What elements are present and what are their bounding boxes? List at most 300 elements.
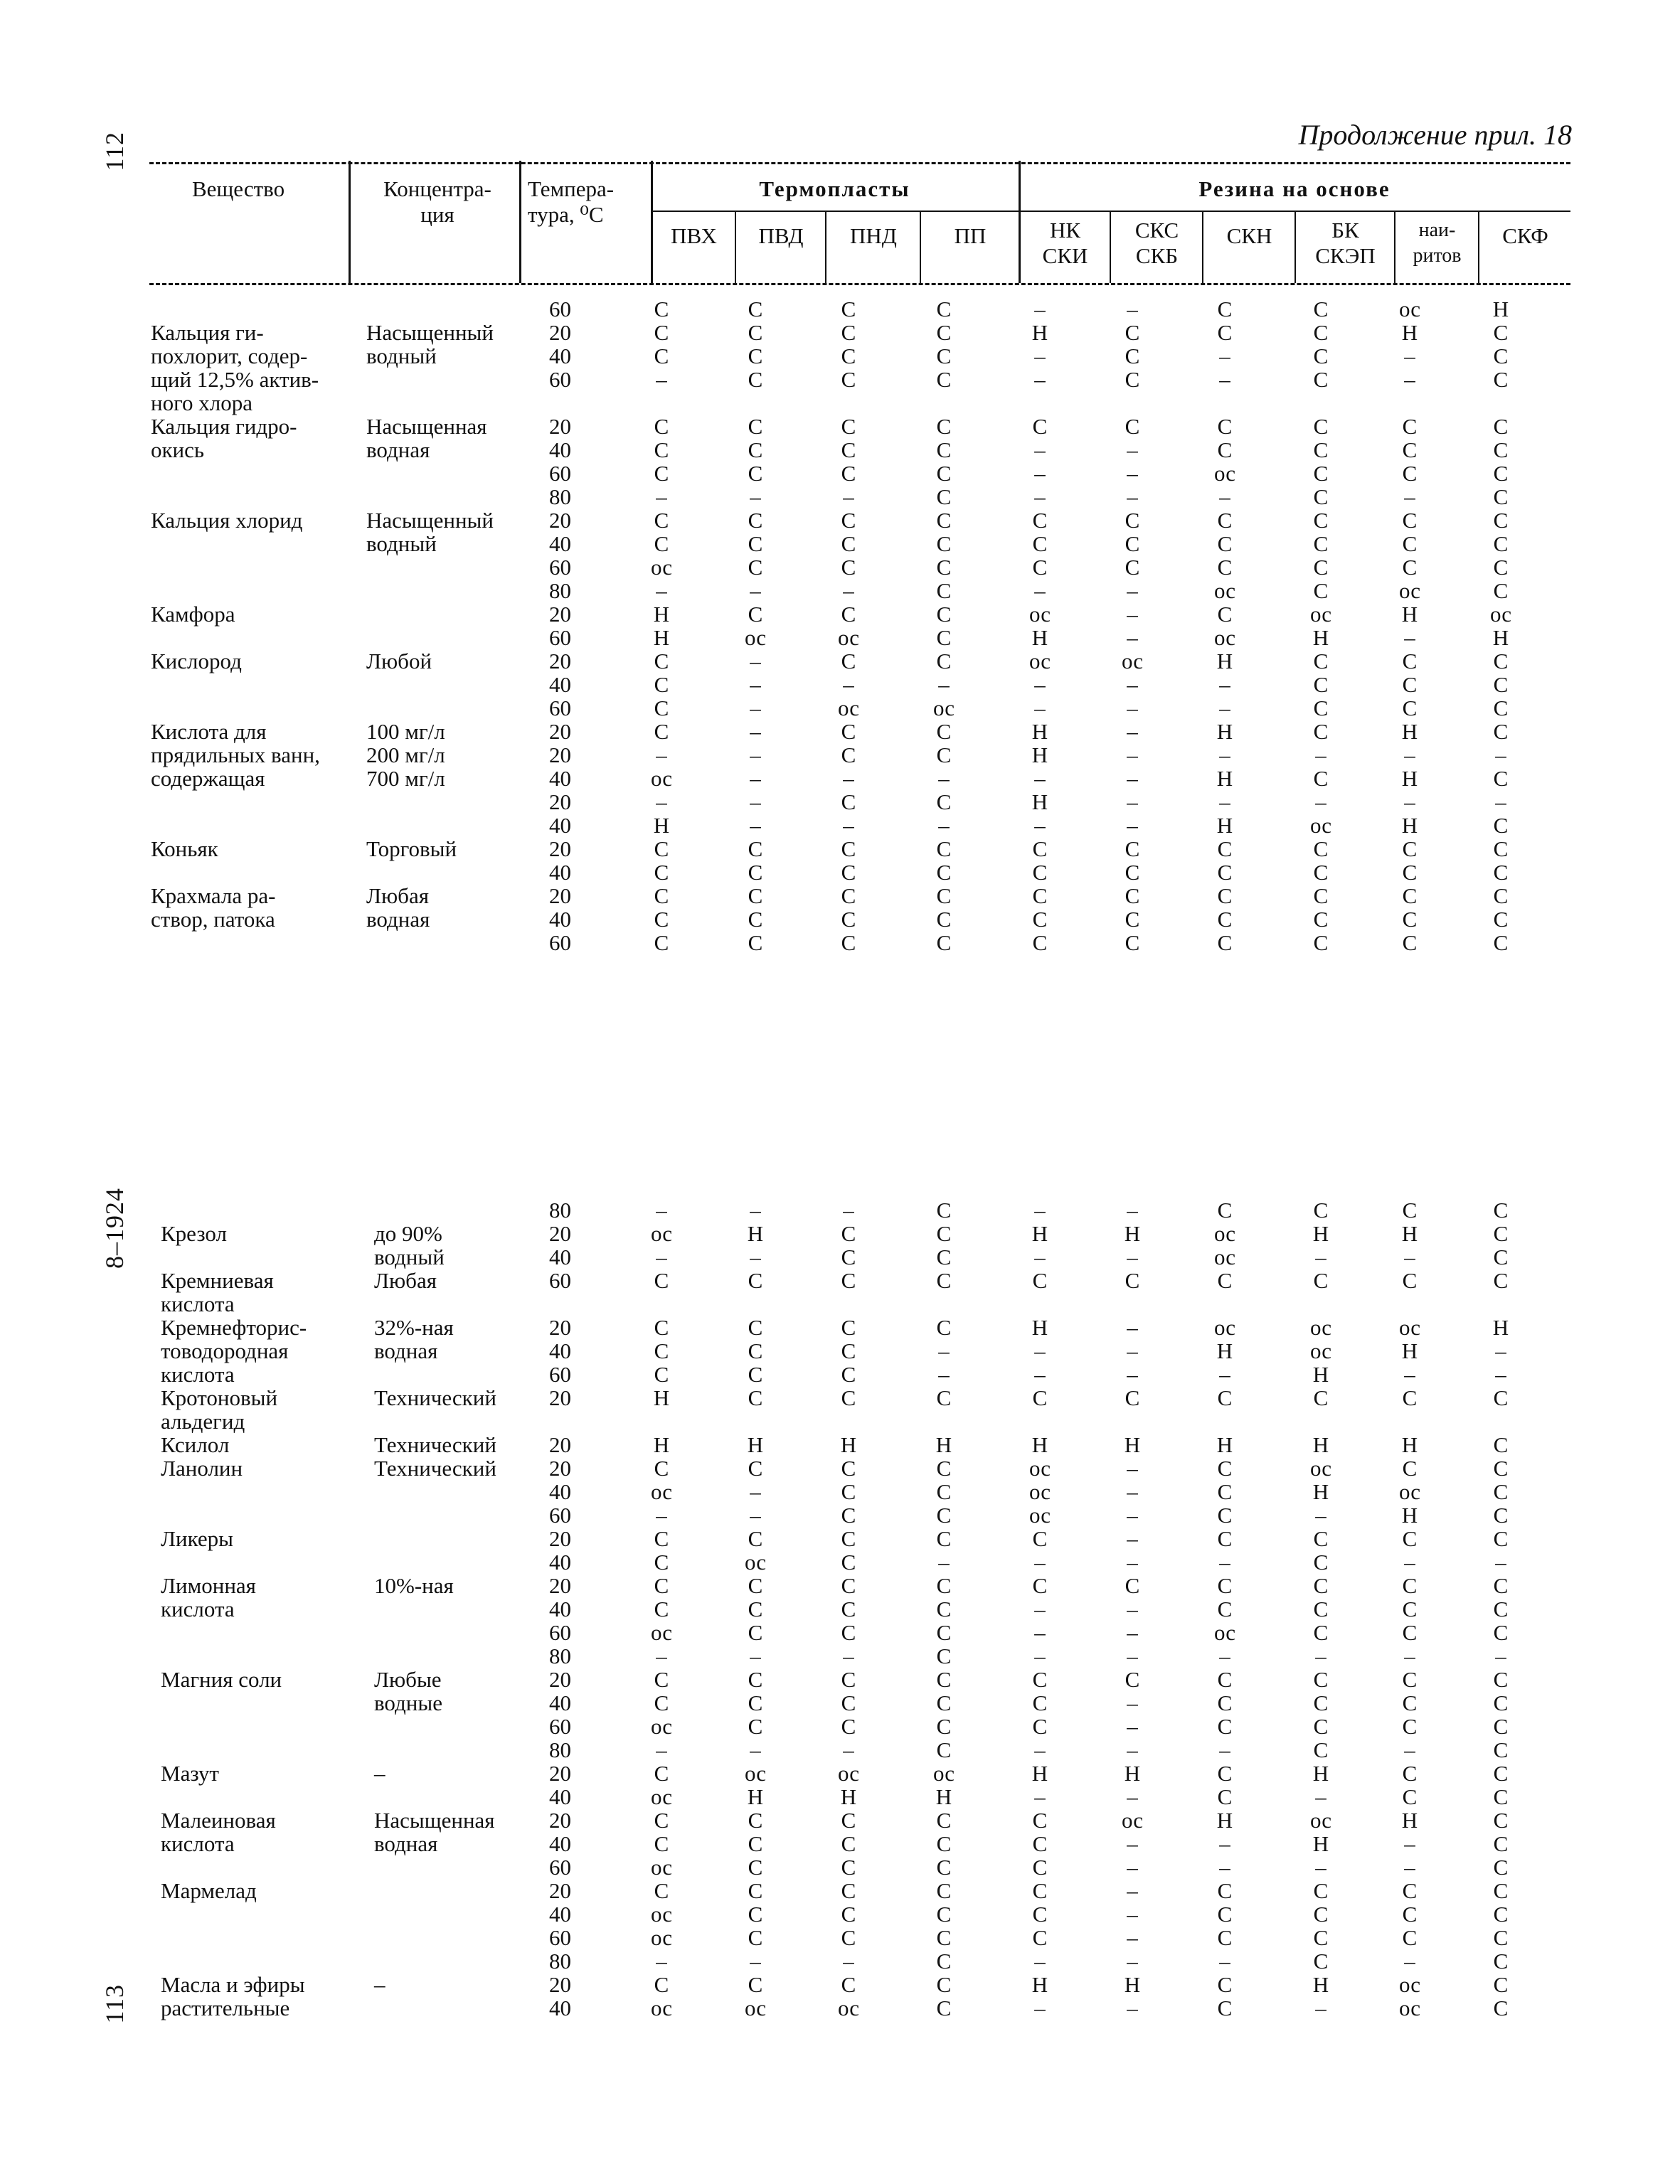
resistance-sks-skb: С [1125,1385,1140,1410]
resistance-pvh: – [656,1198,667,1222]
right-page-number: 113 [100,1984,129,2024]
resistance-skn: – [1219,789,1230,814]
resistance-skn: – [1219,672,1230,697]
resistance-bk-skep: С [1313,555,1329,580]
resistance-pvh: – [656,742,667,767]
resistance-skf: С [1493,1714,1509,1739]
table-row [0,696,1680,720]
resistance-sks-skb: С [1125,883,1140,908]
temperature-value: 60 [549,297,571,321]
resistance-skf: С [1493,437,1509,462]
temperature-value: 60 [549,461,571,486]
resistance-pp: С [936,1855,952,1880]
resistance-skn: – [1219,1855,1230,1880]
resistance-skf: С [1493,1221,1509,1246]
table-row [0,602,1680,626]
resistance-nk-ski: С [1032,1902,1048,1927]
concentration: Насыщенная водная [366,414,487,462]
resistance-pnd: С [841,461,856,486]
resistance-bk-skep: – [1315,1644,1327,1668]
resistance-pvd: С [748,1362,763,1387]
temperature-value: 20 [549,602,571,627]
resistance-skf: С [1493,1503,1509,1528]
resistance-skn: Н [1216,649,1233,673]
resistance-bk-skep: С [1313,1385,1329,1410]
resistance-pvh: С [654,437,669,462]
table-row [0,1574,1680,1597]
resistance-nk-ski: С [1032,1268,1048,1293]
table-row [0,1550,1680,1574]
temperature-value: 40 [549,437,571,462]
table-row [0,1926,1680,1949]
resistance-nairit: С [1402,1714,1418,1739]
temperature-value: 40 [549,1831,571,1856]
resistance-pvd: ос [744,625,767,650]
left-page-number: 112 [100,132,129,171]
concentration: Торговый [366,836,457,861]
resistance-pnd: С [841,1268,856,1293]
resistance-pnd: С [841,1385,856,1410]
resistance-skn: С [1217,860,1233,885]
resistance-pnd: ос [837,1996,860,2020]
header-temperature: Темпера- тура, ⁰С [528,176,615,227]
resistance-sks-skb: – [1127,1690,1138,1715]
table-row [0,462,1680,485]
resistance-bk-skep: С [1313,883,1329,908]
resistance-nk-ski: С [1032,836,1048,861]
resistance-pnd: С [841,1245,856,1269]
resistance-nk-ski: – [1034,484,1046,509]
resistance-nk-ski: С [1032,508,1048,533]
resistance-nk-ski: – [1034,1245,1046,1269]
resistance-nairit: С [1402,437,1418,462]
resistance-nk-ski: – [1034,766,1046,791]
resistance-nk-ski: – [1034,1644,1046,1668]
substance-name: Кремнефторис- товодородная кислота [161,1315,307,1387]
resistance-pp: С [936,1503,952,1528]
resistance-pvh: С [654,930,669,955]
resistance-skn: С [1217,1925,1233,1950]
resistance-nairit: С [1402,672,1418,697]
resistance-skf: Н [1492,625,1509,650]
resistance-nk-ski: – [1034,1737,1046,1762]
resistance-skf: С [1493,1808,1509,1833]
resistance-pp: С [936,1385,952,1410]
resistance-nairit: – [1404,343,1415,368]
resistance-pvh: С [654,1597,669,1621]
resistance-bk-skep: ос [1309,1338,1332,1363]
resistance-pvh: С [654,836,669,861]
resistance-skn: ос [1213,1245,1236,1269]
resistance-pp: С [936,1644,952,1668]
resistance-skn: ос [1213,461,1236,486]
resistance-pp: С [936,1808,952,1833]
resistance-pvh: ос [650,1925,673,1950]
temperature-value: 20 [549,719,571,744]
resistance-bk-skep: С [1313,1526,1329,1551]
temperature-value: 40 [549,1597,571,1621]
header-concentration: Концентра- ция [383,176,491,227]
substance-name: Коньяк [151,836,218,861]
resistance-nk-ski: С [1032,1925,1048,1950]
resistance-bk-skep: – [1315,1784,1327,1809]
resistance-pnd: – [843,578,854,603]
resistance-bk-skep: – [1315,742,1327,767]
resistance-skf: С [1493,649,1509,673]
table-row [0,1339,1680,1363]
substance-name: Кротоновый альдегид [161,1385,278,1434]
resistance-bk-skep: Н [1312,1221,1329,1246]
resistance-pvd: – [750,1503,761,1528]
resistance-sks-skb: – [1127,1597,1138,1621]
substance-name: Мазут [161,1761,219,1786]
resistance-sks-skb: – [1127,1456,1138,1481]
temperature-value: 20 [549,1456,571,1481]
resistance-pnd: С [841,1479,856,1504]
table-row [0,1433,1680,1456]
resistance-pvd: С [748,367,763,392]
resistance-nairit: С [1402,1925,1418,1950]
resistance-skf: С [1493,508,1509,533]
resistance-skn: С [1217,836,1233,861]
resistance-nk-ski: Н [1031,719,1048,744]
concentration: Технический [374,1456,496,1481]
resistance-pp: С [936,789,952,814]
substance-name: Ксилол [161,1432,230,1457]
resistance-pvd: С [748,1831,763,1856]
table-row [0,1386,1680,1410]
resistance-bk-skep: С [1313,930,1329,955]
resistance-bk-skep: – [1315,789,1327,814]
resistance-nk-ski: С [1032,1714,1048,1739]
table-row [0,1809,1680,1832]
resistance-nairit: ос [1398,1479,1421,1504]
resistance-nairit: Н [1401,719,1418,744]
resistance-pp: С [936,1268,952,1293]
resistance-skn: С [1217,437,1233,462]
resistance-pnd: С [841,555,856,580]
resistance-sks-skb: – [1127,1479,1138,1504]
resistance-skf: С [1493,1878,1509,1903]
resistance-pvd: С [748,320,763,345]
resistance-skn: С [1217,907,1233,932]
substance-name: Ликеры [161,1526,233,1551]
resistance-pp: – [938,1338,950,1363]
resistance-sks-skb: ос [1121,1808,1144,1833]
table-row [0,1292,1680,1316]
resistance-pp: С [936,320,952,345]
temperature-value: 20 [549,508,571,533]
resistance-sks-skb: – [1127,696,1138,720]
resistance-nk-ski: Н [1031,1315,1048,1340]
resistance-nk-ski: ос [1028,649,1051,673]
resistance-nairit: ос [1398,1315,1421,1340]
resistance-pvd: С [748,1526,763,1551]
resistance-pvd: С [748,1690,763,1715]
resistance-sks-skb: – [1127,602,1138,627]
resistance-bk-skep: Н [1312,1479,1329,1504]
resistance-pvd: С [748,1667,763,1692]
resistance-sks-skb: С [1125,930,1140,955]
resistance-pvh: С [654,1456,669,1481]
table-row [0,1456,1680,1480]
resistance-pnd: ос [837,696,860,720]
temperature-value: 40 [549,1996,571,2020]
resistance-nairit: – [1404,1737,1415,1762]
resistance-skf: – [1495,1644,1506,1668]
resistance-skn: С [1217,1667,1233,1692]
resistance-sks-skb: – [1127,742,1138,767]
table-row [0,1316,1680,1339]
resistance-skn: С [1217,1526,1233,1551]
resistance-pnd: С [841,343,856,368]
resistance-nk-ski: ос [1028,602,1051,627]
resistance-pp: Н [935,1432,952,1457]
resistance-bk-skep: ос [1309,602,1332,627]
resistance-skf: С [1493,1573,1509,1598]
resistance-nk-ski: Н [1031,1761,1048,1786]
resistance-pp: С [936,367,952,392]
resistance-sks-skb: – [1127,297,1138,321]
resistance-skn: С [1217,555,1233,580]
table-row [0,579,1680,602]
resistance-pnd: С [841,1338,856,1363]
table-row [0,626,1680,649]
resistance-pp: – [938,1362,950,1387]
temperature-value: 40 [549,1550,571,1575]
resistance-bk-skep: С [1313,1620,1329,1645]
resistance-pvd: С [748,1808,763,1833]
resistance-skf: С [1493,1737,1509,1762]
table-row [0,790,1680,814]
resistance-bk-skep: С [1313,719,1329,744]
temperature-value: 40 [549,907,571,932]
resistance-pvd: С [748,1385,763,1410]
resistance-skf: С [1493,1385,1509,1410]
resistance-skn: Н [1216,1432,1233,1457]
resistance-skn: ос [1213,1221,1236,1246]
resistance-skf: С [1493,1831,1509,1856]
resistance-sks-skb: – [1127,578,1138,603]
substance-name: Кальция ги- похлорит, содер- щий 12,5% актив- ного хлора [151,320,319,415]
resistance-nairit: С [1402,1597,1418,1621]
resistance-skf: С [1493,1925,1509,1950]
resistance-pp: С [936,649,952,673]
resistance-nairit: С [1402,1690,1418,1715]
resistance-pvh: С [654,883,669,908]
resistance-pp: С [936,343,952,368]
temperature-value: 60 [549,1925,571,1950]
resistance-pvh: ос [650,555,673,580]
resistance-nairit: С [1402,930,1418,955]
resistance-pnd: – [843,484,854,509]
resistance-nk-ski: – [1034,696,1046,720]
temperature-value: 60 [549,625,571,650]
table-row [0,1363,1680,1386]
resistance-pp: С [936,1526,952,1551]
resistance-sks-skb: – [1127,1855,1138,1880]
resistance-pvh: С [654,1338,669,1363]
substance-name: Лимонная кислота [161,1573,256,1621]
resistance-sks-skb: – [1127,1949,1138,1973]
resistance-bk-skep: С [1313,1714,1329,1739]
resistance-pnd: ос [837,1761,860,1786]
resistance-pvh: С [654,320,669,345]
resistance-skf: С [1493,367,1509,392]
resistance-nk-ski: – [1034,437,1046,462]
resistance-skf: С [1493,696,1509,720]
resistance-pvd: – [750,1949,761,1973]
resistance-pnd: С [841,930,856,955]
table-row [0,1597,1680,1621]
resistance-nk-ski: – [1034,1597,1046,1621]
resistance-bk-skep: С [1313,1573,1329,1598]
substance-name: Крахмала ра- створ, патока [151,883,276,932]
resistance-pp: С [936,907,952,932]
resistance-nk-ski: – [1034,1198,1046,1222]
resistance-nairit: ос [1398,578,1421,603]
resistance-pvd: – [750,484,761,509]
resistance-pp: С [936,1620,952,1645]
table-row [0,1527,1680,1550]
table-row [0,814,1680,837]
table-row [0,673,1680,696]
resistance-pp: С [936,719,952,744]
resistance-nairit: С [1402,907,1418,932]
resistance-skn: С [1217,1878,1233,1903]
substance-name: Кальция хлорид [151,508,303,533]
resistance-pvh: С [654,1573,669,1598]
temperature-value: 40 [549,1784,571,1809]
resistance-skf: – [1495,789,1506,814]
resistance-nairit: Н [1401,1503,1418,1528]
resistance-pvh: С [654,343,669,368]
resistance-sks-skb: С [1125,414,1140,439]
resistance-skf: С [1493,1198,1509,1222]
resistance-sks-skb: – [1127,1526,1138,1551]
resistance-pnd: С [841,789,856,814]
resistance-sks-skb: – [1127,1620,1138,1645]
resistance-skf: С [1493,1761,1509,1786]
resistance-skn: С [1217,1690,1233,1715]
resistance-sks-skb: – [1127,672,1138,697]
table-row [0,1738,1680,1762]
header-material-bk-skep: БК СКЭП [1315,218,1376,268]
resistance-pvh: С [654,1878,669,1903]
resistance-pvd: – [750,672,761,697]
resistance-pp: С [936,1573,952,1598]
resistance-pvd: С [748,1902,763,1927]
concentration: Насыщенная водная [374,1808,495,1856]
temperature-value: 40 [549,813,571,838]
resistance-pvd: – [750,696,761,720]
table-row [0,485,1680,508]
resistance-pnd: С [841,320,856,345]
resistance-skf: С [1493,1972,1509,1997]
resistance-pvh: – [656,1245,667,1269]
resistance-sks-skb: – [1127,1784,1138,1809]
resistance-nk-ski: – [1034,1784,1046,1809]
resistance-nairit: С [1402,555,1418,580]
resistance-pnd: С [841,1925,856,1950]
resistance-pp: С [936,297,952,321]
resistance-skf: С [1493,1268,1509,1293]
resistance-pnd: Н [840,1784,857,1809]
substance-name: Кремниевая кислота [161,1268,274,1316]
resistance-sks-skb: С [1125,860,1140,885]
resistance-bk-skep: С [1313,343,1329,368]
resistance-pvh: С [654,414,669,439]
temperature-value: 20 [549,1761,571,1786]
resistance-nk-ski: – [1034,578,1046,603]
table-row [0,391,1680,415]
resistance-skn: С [1217,1198,1233,1222]
resistance-sks-skb: С [1125,1573,1140,1598]
resistance-pvd: – [750,789,761,814]
resistance-nairit: Н [1401,602,1418,627]
resistance-skn: Н [1216,766,1233,791]
resistance-bk-skep: С [1313,1268,1329,1293]
resistance-pnd: – [843,813,854,838]
temperature-value: 80 [549,1644,571,1668]
resistance-pp: С [936,578,952,603]
resistance-pvd: С [748,1972,763,1997]
resistance-pvh: С [654,1808,669,1833]
table-row [0,1855,1680,1879]
resistance-nk-ski: ос [1028,1456,1051,1481]
resistance-nk-ski: – [1034,1996,1046,2020]
resistance-bk-skep: С [1313,766,1329,791]
resistance-bk-skep: С [1313,414,1329,439]
table-row [0,1902,1680,1926]
table-row [0,1832,1680,1855]
resistance-nairit: С [1402,461,1418,486]
resistance-pnd: С [841,649,856,673]
resistance-pvd: С [748,414,763,439]
table-row [0,1480,1680,1503]
resistance-pp: С [936,414,952,439]
temperature-value: 20 [549,1972,571,1997]
resistance-pp: С [936,437,952,462]
resistance-skf: С [1493,1855,1509,1880]
resistance-pvh: – [656,367,667,392]
resistance-sks-skb: – [1127,766,1138,791]
temperature-value: 60 [549,1362,571,1387]
resistance-skn: С [1217,1503,1233,1528]
resistance-skn: – [1219,696,1230,720]
temperature-value: 40 [549,531,571,556]
resistance-bk-skep: ос [1309,1808,1332,1833]
resistance-nk-ski: С [1032,930,1048,955]
resistance-pp: С [936,1221,952,1246]
resistance-pvh: – [656,789,667,814]
resistance-pvh: – [656,484,667,509]
table-row [0,931,1680,954]
resistance-sks-skb: С [1125,836,1140,861]
resistance-skn: Н [1216,1338,1233,1363]
temperature-value: 20 [549,1573,571,1598]
resistance-pvd: С [748,883,763,908]
resistance-bk-skep: – [1315,1245,1327,1269]
temperature-value: 20 [549,1526,571,1551]
resistance-nairit: ос [1398,1972,1421,1997]
resistance-sks-skb: С [1125,531,1140,556]
resistance-pvh: ос [650,1902,673,1927]
table-row [0,344,1680,368]
resistance-sks-skb: – [1127,1996,1138,2020]
resistance-skn: С [1217,1902,1233,1927]
resistance-nairit: – [1404,1362,1415,1387]
